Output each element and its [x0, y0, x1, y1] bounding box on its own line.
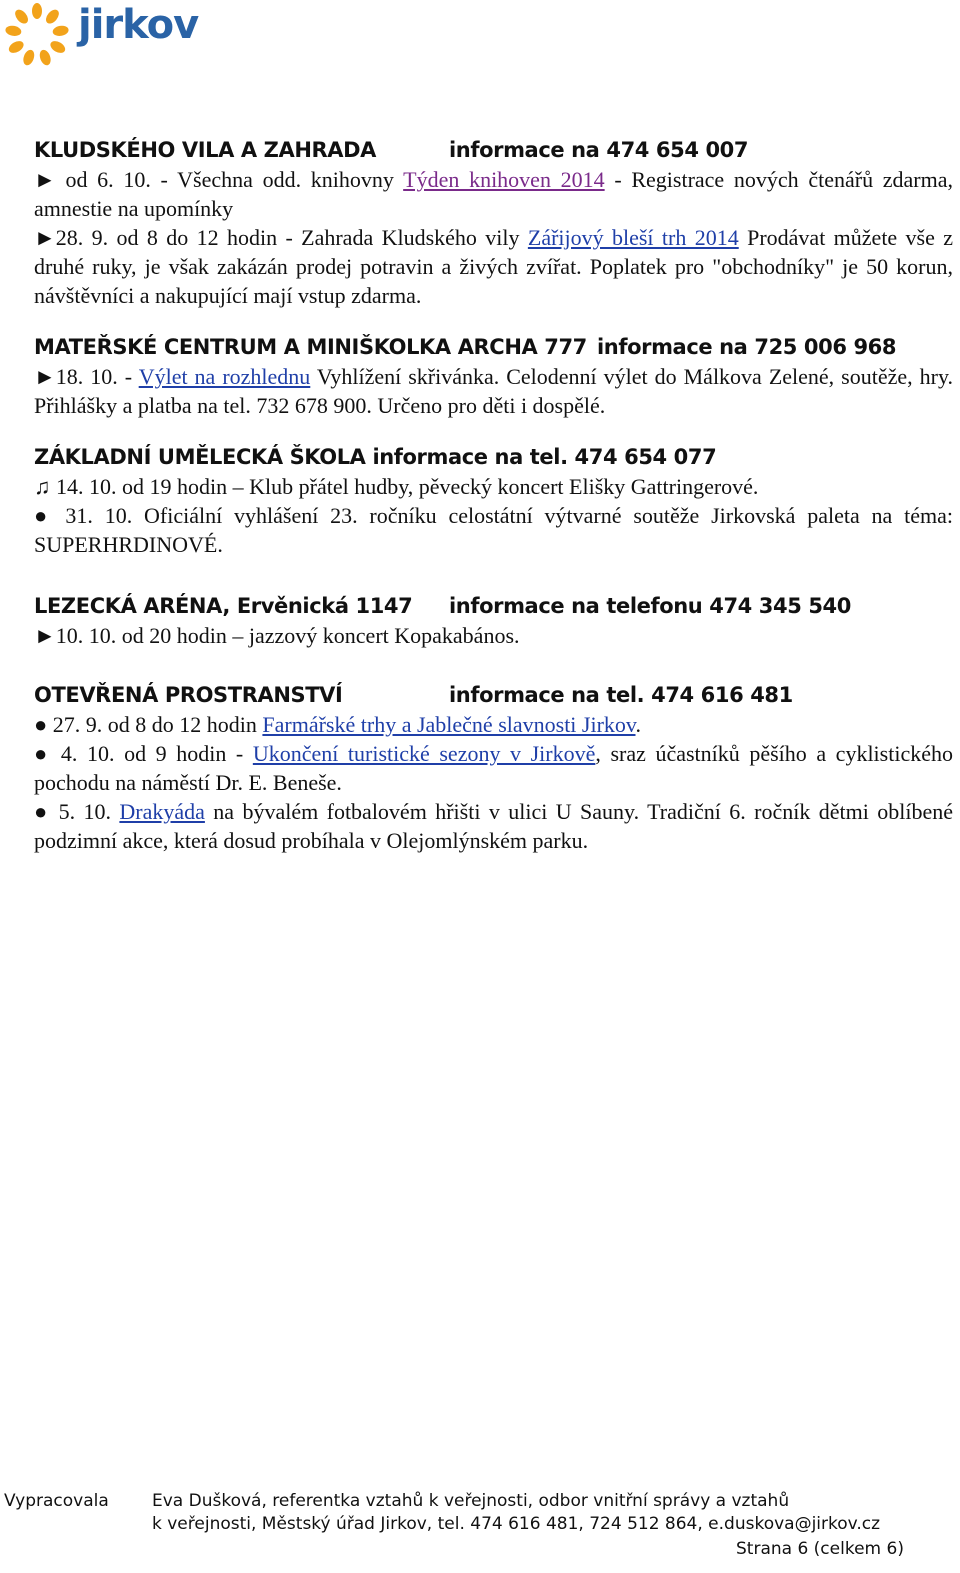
event-text: - Registrace nových čtenářů zdarma, amnestie na upomínky	[34, 167, 953, 221]
event-item	[34, 223, 953, 310]
vylet-na-rozhlednu-link[interactable]: Výlet na rozhlednu	[138, 364, 311, 389]
event-text: ● 27. 9. od 8 do 12 hodin	[34, 712, 263, 737]
event-item	[34, 362, 953, 420]
section-heading	[34, 591, 953, 621]
event-item	[34, 739, 953, 797]
event-item	[34, 710, 953, 739]
event-text: ● 5. 10.	[34, 799, 120, 824]
events-content	[34, 135, 953, 877]
event-text: Vyhlížení skřivánka. Celodenní výlet do Málkova Zelené, soutěže, hry. Přihlášky a platba na tel. 732 678 900. Určeno pro děti i dospělé.	[34, 364, 954, 418]
event-item	[34, 165, 953, 223]
event-item	[34, 501, 953, 559]
section-kludskeho-vila	[34, 135, 953, 310]
section-info: informace na 474 654 007	[449, 138, 749, 162]
event-text: , sraz účastníků pěšího a cyklistického pochodu na náměstí Dr. E. Beneše.	[34, 741, 953, 795]
sun-icon	[4, 2, 70, 66]
footer-label: Vypracovala	[4, 1491, 109, 1511]
footer-line: k veřejnosti, Městský úřad Jirkov, tel. 474 616 481, 724 512 864, e.duskova@jirkov.cz	[152, 1514, 881, 1534]
event-text: ►28. 9. od 8 do 12 hodin - Zahrada Kludského vily	[34, 225, 528, 250]
footer-line: Eva Dušková, referentka vztahů k veřejnosti, odbor vnitřní správy a vztahů	[152, 1491, 790, 1511]
page-number: Strana 6 (celkem 6)	[736, 1539, 904, 1559]
tyden-knihoven-link[interactable]: Týden knihoven 2014	[403, 167, 605, 192]
event-text: ● 31. 10. Oficiální vyhlášení 23. ročníku celostátní výtvarné soutěže Jirkovská paleta na téma: SUPERHRDINOVÉ.	[34, 503, 953, 557]
event-text: ►18. 10. -	[34, 364, 139, 389]
section-title: OTEVŘENÁ PROSTRANSTVÍ	[34, 683, 343, 707]
section-heading	[34, 442, 953, 472]
jirkov-logo	[4, 2, 204, 66]
footer-contact	[152, 1490, 912, 1536]
section-title: KLUDSKÉHO VILA A ZAHRADA	[34, 138, 377, 162]
section-zus	[34, 442, 953, 559]
farmarske-trhy-link[interactable]: Farmářské trhy a Jablečné slavnosti Jirkov	[262, 712, 636, 737]
event-text: na bývalém fotbalovém hřišti v ulici U Sauny. Tradiční 6. ročník dětmi oblíbené podzimní akce, která dosud probíhala v Olejomlýnském parku.	[34, 799, 953, 853]
section-title: ZÁKLADNÍ UMĚLECKÁ ŠKOLA informace na tel. 474 654 077	[34, 445, 717, 469]
section-info: informace na 725 006 968	[597, 335, 897, 359]
event-item	[34, 797, 953, 855]
section-heading	[34, 135, 953, 165]
section-info: informace na tel. 474 616 481	[449, 683, 793, 707]
blesi-trh-link[interactable]: Zářijový bleší trh 2014	[527, 225, 739, 250]
section-heading	[34, 680, 953, 710]
event-item	[34, 472, 953, 501]
section-oteverena-prostranstvi	[34, 680, 953, 855]
section-title: LEZECKÁ ARÉNA, Ervěnická 1147	[34, 594, 413, 618]
event-text: Prodávat můžete vše z druhé ruky, je však zakázán prodej potravin a živých zvířat. Poplatek pro "obchodníky" je 50 korun, návštěvníci a nakupující mají vstup zdarma.	[34, 225, 954, 308]
section-materske-centrum	[34, 332, 953, 420]
logo-text: jirkov	[78, 2, 199, 48]
event-text: ♫ 14. 10. od 19 hodin – Klub přátel hudby, pěvecký koncert Elišky Gattringerové.	[34, 474, 759, 499]
ukonceni-sezony-link[interactable]: Ukončení turistické sezony v Jirkově	[252, 741, 596, 766]
event-item	[34, 621, 953, 650]
event-text: ► od 6. 10. - Všechna odd. knihovny	[34, 167, 404, 192]
event-text: ● 4. 10. od 9 hodin -	[34, 741, 253, 766]
section-title: MATEŘSKÉ CENTRUM A MINIŠKOLKA ARCHA 777	[34, 335, 587, 359]
drakyada-link[interactable]: Drakyáda	[119, 799, 205, 824]
event-text: .	[635, 712, 641, 737]
event-text: ►10. 10. od 20 hodin – jazzový koncert Kopakabános.	[34, 623, 520, 648]
section-lezecka-arena	[34, 591, 953, 650]
section-heading	[34, 332, 953, 362]
section-info: informace na telefonu 474 345 540	[449, 594, 851, 618]
